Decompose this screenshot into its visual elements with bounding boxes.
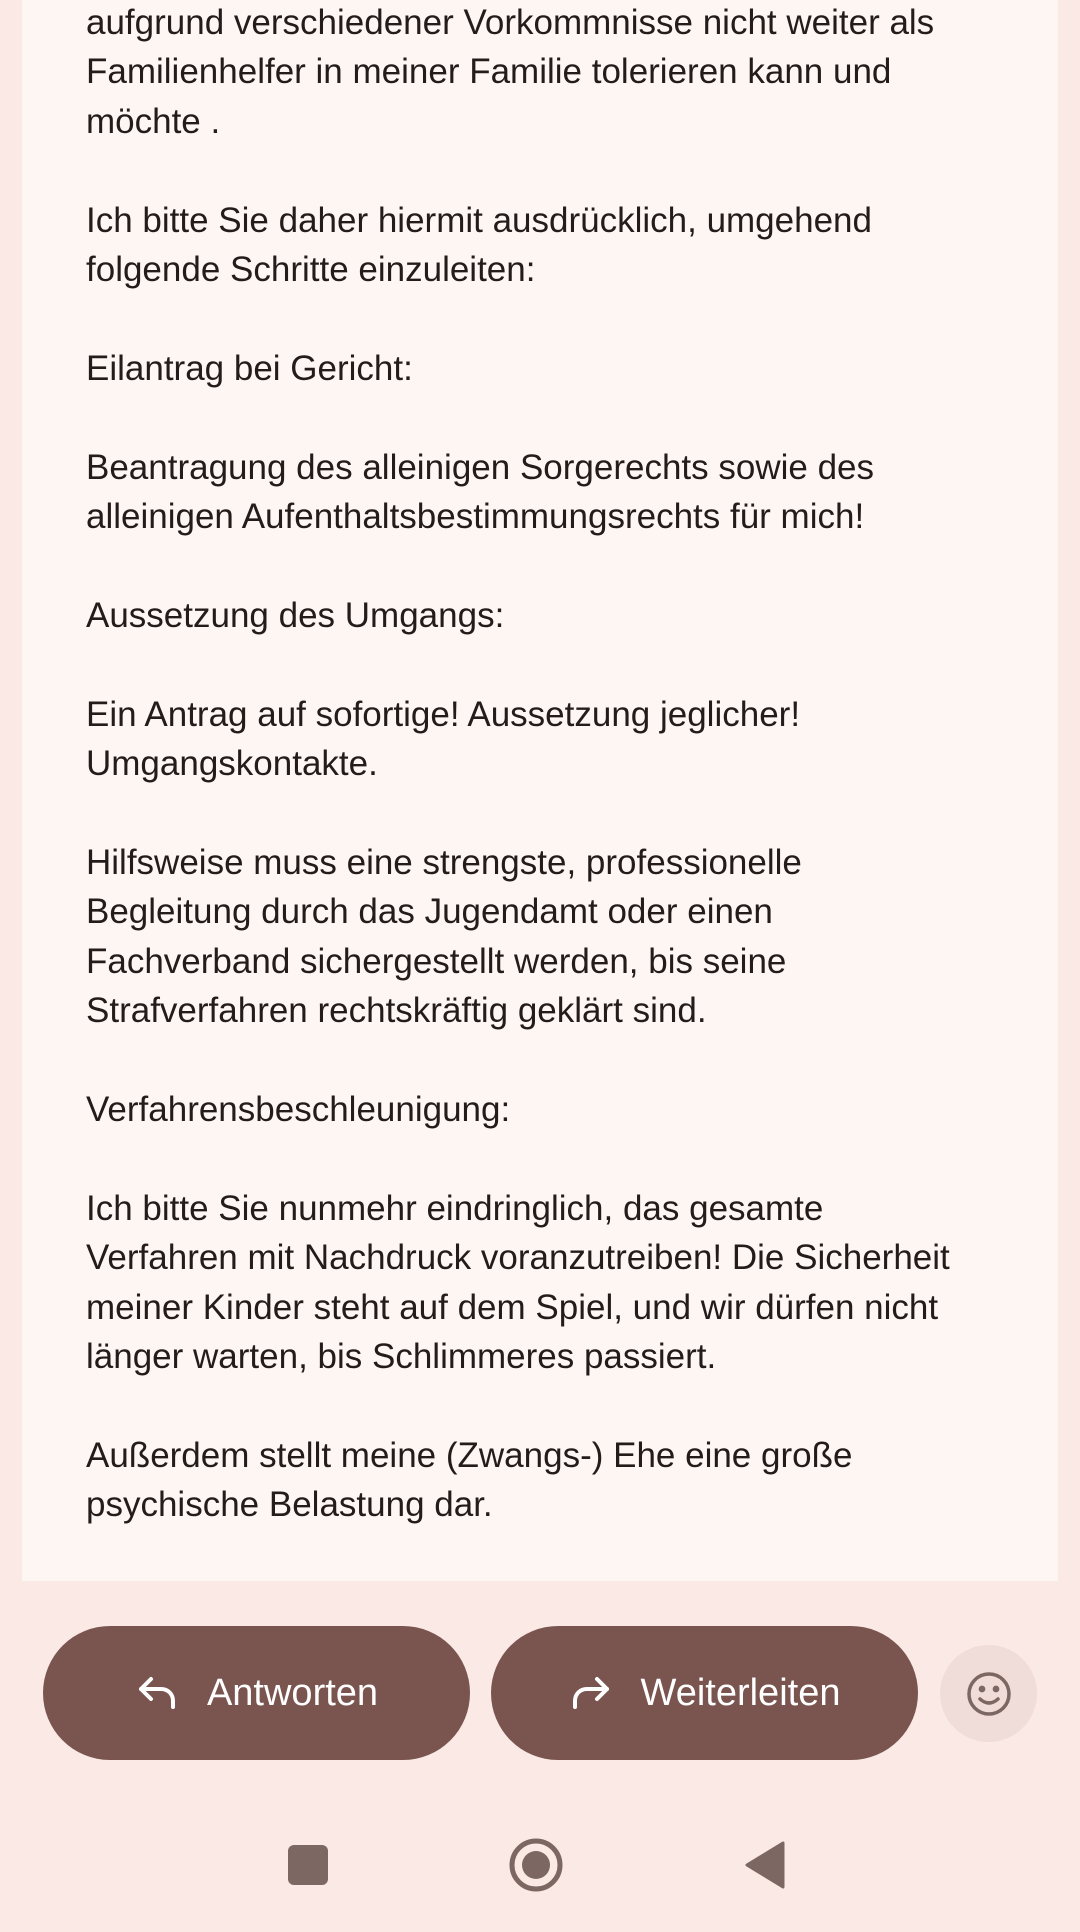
email-paragraph: Eilantrag bei Gericht: bbox=[86, 348, 413, 388]
email-body-text bbox=[86, 0, 1046, 1530]
reply-button[interactable] bbox=[43, 1626, 470, 1760]
back-triangle-icon bbox=[745, 1841, 785, 1894]
email-paragraph: Außerdem stellt meine (Zwangs-) Ehe eine große psychische Belastung dar. bbox=[86, 1435, 853, 1525]
recents-square-icon bbox=[288, 1845, 328, 1890]
forward-button[interactable] bbox=[491, 1626, 918, 1760]
email-paragraph: aufgrund verschiedener Vorkommnisse nicht weiter als Familienhelfer in meiner Familie tolerieren kann und möchte . bbox=[86, 3, 935, 141]
emoji-reaction-button[interactable] bbox=[940, 1645, 1037, 1742]
email-paragraph: Ich bitte Sie nunmehr eindringlich, das gesamte Verfahren mit Nachdruck voranzutreiben! Die Sicherheit meiner Kinder steht auf dem Spiel, und wir dürfen nicht länger warten, bis Schlimmeres passiert. bbox=[86, 1188, 950, 1376]
back-button[interactable] bbox=[730, 1832, 800, 1902]
email-paragraph: Verfahrensbeschleunigung: bbox=[86, 1089, 511, 1129]
home-circle-icon bbox=[508, 1837, 564, 1898]
system-navigation-bar bbox=[0, 1790, 1080, 1932]
email-paragraph: Ich bitte Sie daher hiermit ausdrücklich, umgehend folgende Schritte einzuleiten: bbox=[86, 200, 872, 290]
email-paragraph: Hilfsweise muss eine strengste, professionelle Begleitung durch das Jugendamt oder einen Fachverband sichergestellt werden, bis seine Strafverfahren rechtskräftig geklärt sind. bbox=[86, 842, 802, 1031]
forward-icon bbox=[569, 1671, 613, 1715]
email-paragraph: Beantragung des alleinigen Sorgerechts sowie des alleinigen Aufenthaltsbestimmungsrechts für mich! bbox=[86, 447, 875, 537]
email-body-card bbox=[22, 0, 1058, 1581]
forward-label: Weiterleiten bbox=[640, 1671, 841, 1714]
email-paragraph: Ein Antrag auf sofortige! Aussetzung jeglicher! Umgangskontakte. bbox=[86, 694, 801, 784]
reply-label: Antworten bbox=[206, 1671, 379, 1714]
home-button[interactable] bbox=[501, 1832, 571, 1902]
email-paragraph: Aussetzung des Umgangs: bbox=[86, 595, 505, 635]
recents-button[interactable] bbox=[273, 1832, 343, 1902]
emoji-reaction-icon bbox=[964, 1669, 1014, 1719]
reply-icon bbox=[135, 1671, 179, 1715]
